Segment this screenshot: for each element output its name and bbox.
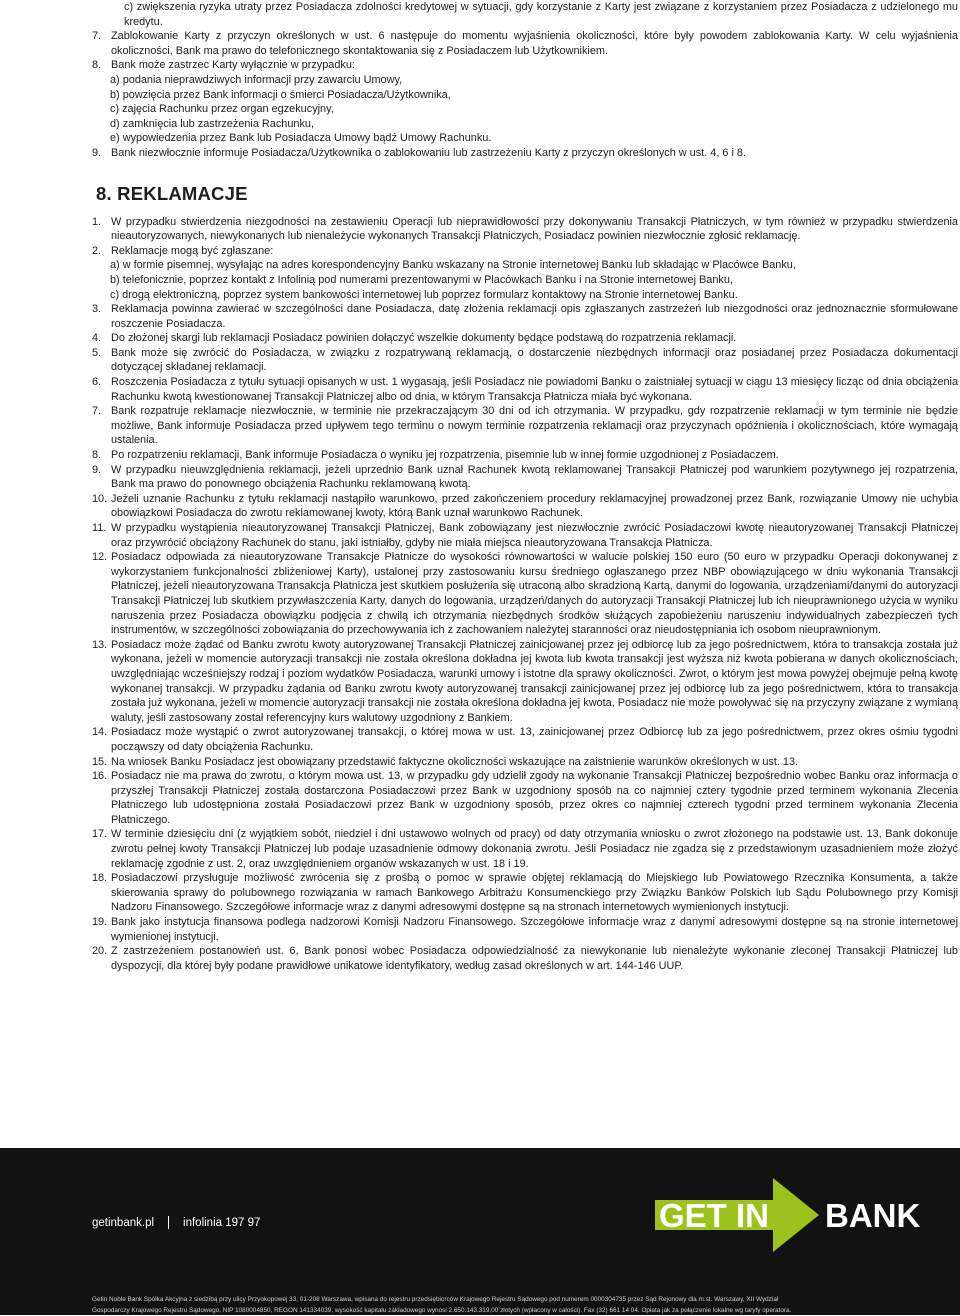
- reklamacje-channels-sublist: [92, 258, 958, 302]
- list-item: [92, 521, 958, 550]
- website-link[interactable]: getinbank.pl: [92, 1216, 155, 1229]
- list-item: [92, 244, 958, 259]
- list-item: [92, 58, 958, 73]
- item-text: Bank może zastrzec Karty wyłącznie w przypadku:: [111, 59, 355, 72]
- list-item: [92, 755, 958, 770]
- list-item: [92, 769, 958, 827]
- list-item: [92, 331, 958, 346]
- sub-item-text: c) drogą elektroniczną, poprzez system bankowości internetowej lub poprzez formularz kontaktowy na Stronie internetowej Banku.: [110, 288, 738, 301]
- top-list: [92, 0, 958, 73]
- getin-bank-logo: [655, 1174, 935, 1256]
- item-number: 1.: [92, 215, 102, 228]
- item-number: 9.: [92, 463, 102, 476]
- item-number: [110, 0, 124, 29]
- sub-item-text: b) telefonicznie, poprzez kontakt z Infolinią pod numerami prezentowanymi w Placówkach Banku i na Stronie internetowej Banku,: [110, 273, 733, 286]
- item-text: Bank jako instytucja finansowa podlega nadzorowi Komisji Nadzoru Finansowego. Szczegółowe informacje wraz z danymi adresowymi dostępne są na stronie internetowej wymienionej instytucji.: [111, 916, 958, 943]
- list-item: [92, 29, 958, 58]
- section-title: 8. REKLAMACJE: [96, 182, 248, 204]
- sub-item-text: c) zajęcia Rachunku przez organ egzekucyjny,: [110, 103, 334, 116]
- item-number: 17.: [92, 828, 108, 841]
- logo-get-in-text: GET IN: [659, 1197, 770, 1234]
- item-text: Z zastrzeżeniem postanowień ust. 6, Bank ponosi wobec Posiadacza odpowiedzialność za niewykonanie lub nienależyte wykonanie zleconej Transakcji Płatniczej lub dyspozycji, dla której były podane prawidłowe unikatowe identyfikatory, według zasad określonych w art. 144-146 UUP.: [111, 945, 958, 972]
- item-text: Posiadaczowi przysługuje możliwość zwrócenia się z prośbą o pomoc w sprawie objętej reklamacją do Miejskiego lub Powiatowego Rzecznika Konsumenta, a także skierowania sprawy do polubownego rozwiązania w ramach Bankowego Arbitrażu Konsumenckiego przy Związku Banków Polskich lub Sądu Polubownego przy Komisji Nadzoru Finansowego. Szczegółowe informacje wraz z danymi adresowymi dostępne są na stronach internetowych wymienionych instytucji.: [111, 872, 958, 914]
- item-number: 10.: [92, 492, 108, 505]
- sub-list-item: [92, 117, 958, 132]
- list-item: [92, 146, 958, 161]
- sub-item-text: a) w formie pisemnej, wysyłając na adres korespondencyjny Banku wskazany na Stronie internetowej Banku lub składając w Placówce Banku,: [110, 259, 796, 272]
- item-text: Posiadacz może żądać od Banku zwrotu kwoty autoryzowanej Transakcji Płatniczej zainicjowanej przez jej odbiorcę lub za jego pośrednictwem, która to transakcja została już wykonana, jeżeli w momencie autoryzacji transakcji nie została określona dokładna jej kwota lub kwota transakcji jest wyższa niż kwota pobierana w danych okolicznościach, uwzględniając wcześniejszy rodzaj i poziom wydatków Posiadacza, warunki umowy i istotne dla sprawy okoliczności. Zwrot, o którym jest mowa powyżej obejmuje pełną kwotę wykonanej transakcji. W przypadku żądania od Banku zwrotu kwoty autoryzowanej transakcji zainicjowanej przez jej odbiorcę lub za jego pośrednictwem, która to transakcja została już wykonana, jeżeli w momencie autoryzacji transakcji nie została określona dokładna jej kwota, Posiadacz nie może powoływać się na przyczyny związane z wymianą waluty, jeśli zastosowany został referencyjny kurs walutowy uzgodniony z Bankiem.: [111, 638, 958, 724]
- list-item: [92, 827, 958, 871]
- legal-notice: [92, 1294, 958, 1316]
- item-text: Reklamacja powinna zawierać w szczególności dane Posiadacza, datę złożenia reklamacji opis zgłaszanych zastrzeżeń lub niezgodności oraz jednoznacznie sformułowane roszczenie Posiadacza.: [111, 303, 958, 330]
- item-text: Posiadacz może wystąpić o zwrot autoryzowanej transakcji, o której mowa w ust. 13, zainicjowanej przez Odbiorcę lub za jego pośrednictwem, przez okres ośmiu tygodni począwszy od daty obciążenia Rachunku.: [111, 726, 958, 753]
- sub-item-text: a) podania nieprawdziwych informacji przy zawarciu Umowy,: [110, 73, 403, 86]
- sub-list-item: [92, 88, 958, 103]
- footer: [0, 1148, 960, 1315]
- list-item: [92, 463, 958, 492]
- sub-item-text: e) wypowiedzenia przez Bank lub Posiadacza Umowy bądź Umowy Rachunku.: [110, 132, 492, 145]
- list-item: [92, 725, 958, 754]
- list-item: [92, 550, 958, 638]
- document-body: [92, 0, 958, 973]
- list-item: [92, 404, 958, 448]
- separator: [168, 1216, 169, 1229]
- list-item: [92, 944, 958, 973]
- item-number: 4.: [92, 332, 102, 345]
- list-item: [92, 302, 958, 331]
- item-number: 14.: [92, 726, 108, 739]
- list-item: [92, 915, 958, 944]
- item-number: 5.: [92, 346, 102, 359]
- legal-line: Getin Noble Bank Spółka Akcyjna z siedzibą przy ulicy Przyokopowej 33, 01-208 Warszawa, wpisana do rejestru przedsiębiorców Krajowego Rejestru Sądowego pod numerem 0000304735 przez Sąd Rejonowy dla m.st. Warszawy, XII Wydział: [92, 1296, 779, 1303]
- sub-list-item: [92, 273, 958, 288]
- item-number: 18.: [92, 872, 108, 885]
- item-text: Posiadacz nie ma prawa do zwrotu, o którym mowa ust. 13, w przypadku gdy udzielił zgody na wykonanie Transakcji Płatniczej bezpośrednio wobec Banku oraz informacja o przyszłej Transakcji Płatniczej została dostarczona Posiadaczowi przez Bank w uzgodniony sposób na co najmniej cztery tygodnie przed terminem wykonania Zlecenia Płatniczego lub udostępniona została Posiadaczowi przez Bank w uzgodniony sposób, przez okres co najmniej czterech tygodni przed terminem wykonania Zlecenia Płatniczego.: [111, 770, 958, 826]
- item-number: 16.: [92, 770, 108, 783]
- item-text: Roszczenia Posiadacza z tytułu sytuacji opisanych w ust. 1 wygasają, jeśli Posiadacz nie powiadomi Banku o zaistniałej sytuacji w ciągu 13 miesięcy licząc od dnia obciążenia Rachunku kwotą kwestionowanej Transakcji Płatniczej albo od dnia, w którym Transakcja Płatnicza miała być wykonana.: [111, 376, 958, 403]
- item-number: 2.: [92, 244, 102, 257]
- item-text: W przypadku nieuwzględnienia reklamacji, jeżeli uprzednio Bank uznał Rachunek kwotą reklamowanej Transakcji Płatniczej pod warunkiem pozytywnego jej rozpatrzenia, Bank ma prawo do ponownego obciążenia Rachunku reklamowaną kwotą.: [111, 463, 958, 491]
- list-item: [92, 492, 958, 521]
- item-text: c) zwiększenia ryzyka utraty przez Posiadacza zdolności kredytowej w sytuacji, gdy korzystanie z Karty jest związane z korzystaniem przez Posiadacza z udzielonego mu kredytu.: [124, 1, 958, 28]
- item-text: Zablokowanie Karty z przyczyn określonych w ust. 6 następuje do momentu wyjaśnienia okoliczności, które były powodem zablokowania Karty. W celu wyjaśnienia okoliczności, Bank ma prawo do telefonicznego skontaktowania się z Posiadaczem lub Użytkownikiem.: [111, 30, 958, 57]
- item-number: 13.: [92, 638, 108, 651]
- legal-line: Gospodarczy Krajowego Rejestru Sądowego, NIP 1080004850, REGON 141334039, wysokość kapitału zakładowego wynosi 2.650.143.319,00 złotych (wpłacony w całości). Fax (32) 661 14 04. Opłata jak za połączenie lokalne wg taryfy operatora.: [92, 1307, 792, 1314]
- item-text: Na wniosek Banku Posiadacz jest obowiązany przedstawić faktyczne okoliczności wskazujące na zaistnienie warunków określonych w ust. 13.: [111, 755, 799, 768]
- item-text: W przypadku wystąpienia nieautoryzowanej Transakcji Płatniczej, Bank zobowiązany jest niezwłocznie zwrócić Posiadaczowi kwotę nieautoryzowanej Transakcji Płatniczej oraz przywrócić obciążony Rachunek do stanu, jaki istniałby, gdyby nie miała miejsca nieautoryzowana Transakcja Płatnicza.: [111, 522, 958, 549]
- sub-list-item: [92, 102, 958, 117]
- item-number: 6.: [92, 376, 102, 389]
- item-number: 8.: [92, 59, 102, 72]
- item-number: 19.: [92, 916, 108, 929]
- list-item: [92, 638, 958, 726]
- item-text: W przypadku stwierdzenia niezgodności na zestawieniu Operacji lub nieprawidłowości przy dokonywaniu Transakcji Płatniczych, w tym również w przypadku stwierdzenia nieautoryzowanych, niewykonanych lub nienależycie wykonanych Transakcji Płatniczych, Posiadacz powinien niezwłocznie zgłosić reklamację.: [111, 215, 958, 243]
- item-number: 7.: [92, 405, 102, 418]
- hotline-text: infolinia 197 97: [183, 1216, 261, 1229]
- sub-item-text: d) zamknięcia lub zastrzeżenia Rachunku,: [110, 117, 314, 130]
- item-text: Posiadacz odpowiada za nieautoryzowane Transakcje Płatnicze do wysokości równowartości w walucie polskiej 150 euro (50 euro w przypadku Operacji dokonywanej z wykorzystaniem funkcjonalności zbliżeniowej Karty), ustalonej przy zastosowaniu kursu średniego ogłaszanego przez NBP obowiązującego w dniu wykonania Transakcji Płatniczej, jeżeli nieautoryzowana Transakcja Płatnicza jest skutkiem posłużenia się utraconą albo skradzioną Kartą, danymi do logowania, urządzeniami/danymi do autoryzacji Transakcji Płatniczej lub skutkiem przywłaszczenia Karty, danych do logowania, urządzeń/danych do autoryzacji Transakcji Płatniczej lub ich nieuprawnionego użycia w wyniku naruszenia przez Posiadacza obowiązku podjęcia z chwilą ich otrzymania niezbędnych środków służących zapobieżeniu naruszeniu indywidualnych zabezpieczeń tych instrumentów, w szczególności zobowiązania do przechowywania ich z zachowaniem należytej staranności oraz nieudostępniania ich osobom nieuprawnionym.: [111, 551, 958, 637]
- item-text: Jeżeli uznanie Rachunku z tytułu reklamacji nastąpiło warunkowo, przed zakończeniem procedury reklamacyjnej prowadzonej przez Bank, rozwiązanie Umowy nie uchybia obowiązkowi Posiadacza do zwrotu reklamowanej kwoty, którą Bank uznał warunkowo Rachunek.: [111, 492, 958, 520]
- item-text: Bank niezwłocznie informuje Posiadacza/Użytkownika o zablokowaniu lub zastrzeżeniu Karty z przyczyn określonych w ust. 4, 6 i 8.: [111, 146, 746, 159]
- list-item: [92, 375, 958, 404]
- list-item: [92, 215, 958, 244]
- item8-sublist: [92, 73, 958, 146]
- reklamacje-list: [92, 215, 958, 259]
- item-number: 11.: [92, 522, 107, 534]
- list-item: [92, 346, 958, 375]
- list-item: [92, 0, 958, 29]
- logo-bank-text: BANK: [825, 1197, 921, 1234]
- item-text: Reklamacje mogą być zgłaszane:: [111, 244, 274, 257]
- item-text: W terminie dziesięciu dni (z wyjątkiem sobót, niedziel i dni ustawowo wolnych od pracy) od daty otrzymania wniosku o zwrot złożonego na podstawie ust. 13, Bank dokonuje zwrotu pełnej kwoty Transakcji Płatniczej lub podaje uzasadnienie odmowy dokonania zwrotu. Jeśli Posiadacz nie zgadza się z przedstawionym uzasadnieniem może złożyć reklamację zgodnie z ust. 2, oraz uwzględnieniem organów wskazanych w ust. 18 i 19.: [111, 828, 958, 870]
- list-item: [92, 448, 958, 463]
- sub-list-item: [92, 131, 958, 146]
- item-text: Po rozpatrzeniu reklamacji, Bank informuje Posiadacza o wyniku jej rozpatrzenia, pisemnie lub w innej formie uzgodnionej z Posiadaczem.: [111, 449, 779, 462]
- item-number: 7.: [92, 30, 102, 43]
- footer-contact: [92, 1216, 260, 1229]
- item-number: 8.: [92, 449, 102, 462]
- item-number: 9.: [92, 146, 102, 159]
- item-text: Bank może się zwrócić do Posiadacza, w związku z rozpatrywaną reklamacją, o dostarczenie niezbędnych informacji oraz posiadanej przez Posiadacza dokumentacji dotyczącej składanej reklamacji.: [111, 346, 958, 374]
- sub-list-item: [92, 73, 958, 88]
- sub-item-text: b) powzięcia przez Bank informacji o śmierci Posiadacza/Użytkownika,: [110, 88, 451, 101]
- sub-list-item: [92, 258, 958, 273]
- item-number: 3.: [92, 303, 102, 316]
- list-item: [92, 871, 958, 915]
- item-number: 15.: [92, 755, 108, 768]
- sub-list-item: [92, 288, 958, 303]
- reklamacje-list-continued: [92, 302, 958, 973]
- item-text: Bank rozpatruje reklamacje niezwłocznie, w terminie nie przekraczającym 30 dni od ich otrzymania. W przypadku, gdy rozpatrzenie reklamacji w tym terminie nie będzie możliwe, Bank informuje Posiadacza przed upływem tego terminu o nowym terminie rozpatrzenia reklamacji oraz przyczynach opóźnienia i okolicznościach, które wymagają ustalenia.: [111, 405, 958, 447]
- item-number: 12.: [92, 551, 108, 564]
- item-text: Do złożonej skargi lub reklamacji Posiadacz powinien dołączyć wszelkie dokumenty będące podstawą do rozpatrzenia reklamacji.: [111, 332, 737, 345]
- item-number: 20.: [92, 945, 108, 958]
